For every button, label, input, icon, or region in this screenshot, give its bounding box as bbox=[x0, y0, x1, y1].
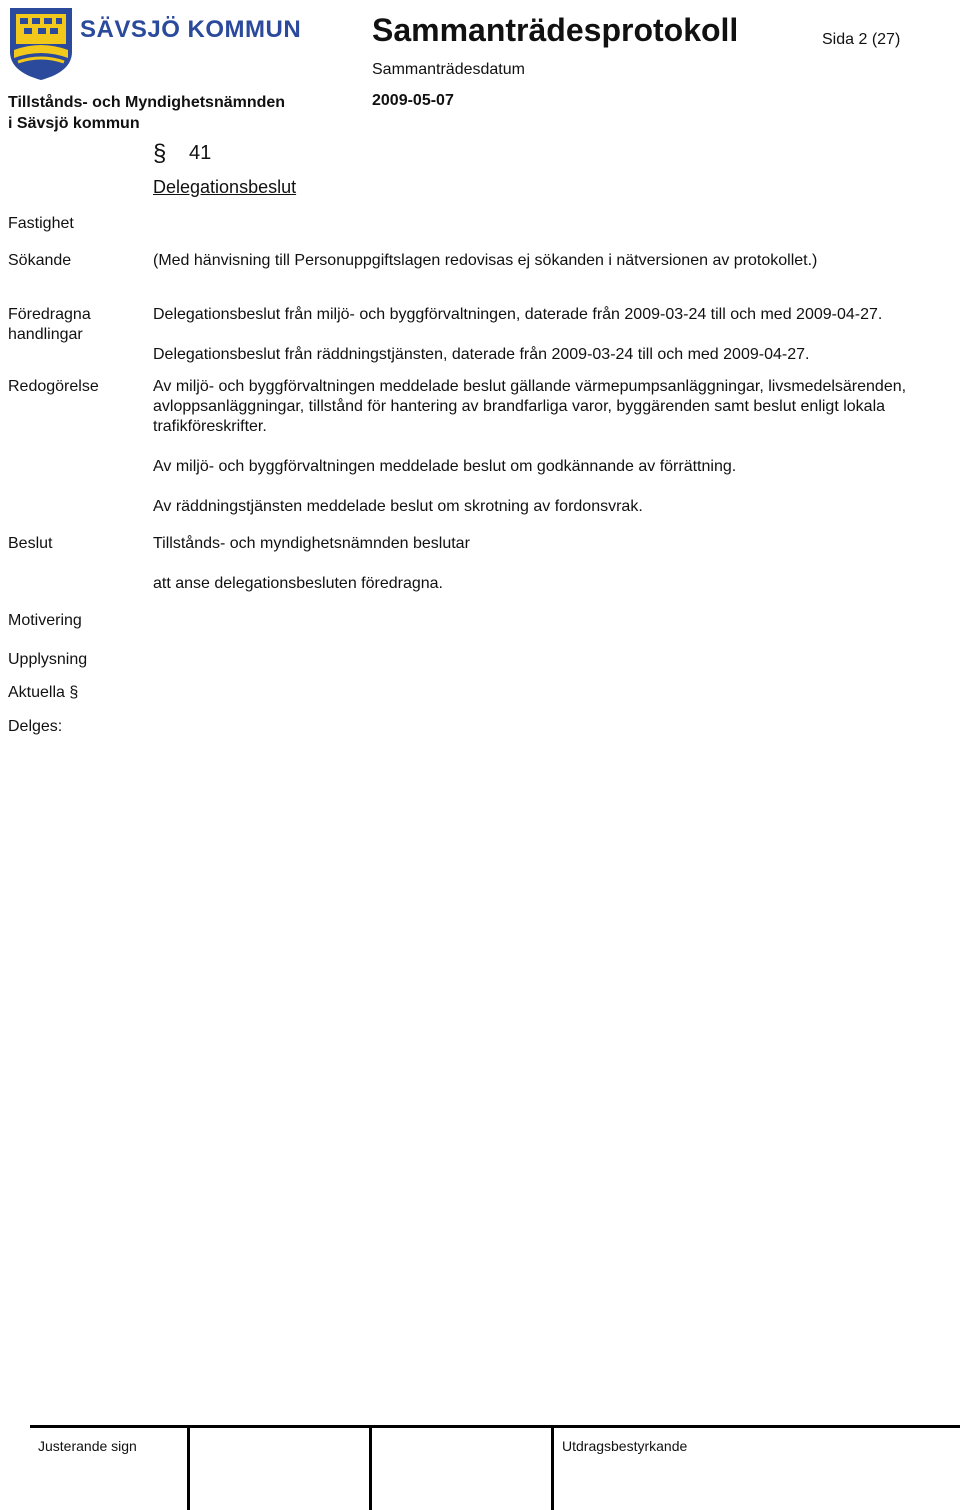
handlingar-text-1: Delegationsbeslut från miljö- och byggförvaltningen, daterade från 2009-03-24 till och med 2009-04-27. bbox=[153, 306, 883, 323]
meeting-date: 2009-05-07 bbox=[372, 92, 454, 109]
label-fastighet: Fastighet bbox=[8, 215, 74, 232]
label-motivering: Motivering bbox=[8, 612, 82, 629]
section-sign: § bbox=[153, 140, 167, 167]
label-redogorelse: Redogörelse bbox=[8, 378, 99, 395]
municipality-name: SÄVSJÖ KOMMUN bbox=[80, 16, 302, 43]
beslut-text-1: Tillstånds- och myndighetsnämnden beslutar bbox=[153, 535, 470, 552]
signature-cell-2 bbox=[190, 1428, 372, 1510]
label-sokande: Sökande bbox=[8, 252, 72, 269]
signature-cell-3 bbox=[372, 1428, 554, 1510]
board-name-line-2: i Sävsjö kommun bbox=[8, 115, 140, 132]
meeting-date-label: Sammanträdesdatum bbox=[372, 61, 525, 78]
document-title: Sammanträdesprotokoll bbox=[372, 12, 739, 48]
label-beslut: Beslut bbox=[8, 535, 53, 552]
label-foredragna-handlingar: Föredragna handlingar bbox=[8, 306, 91, 343]
label-aktuella-paragrafer: Aktuella § bbox=[8, 684, 79, 701]
paragraph-subject: Delegationsbeslut bbox=[153, 177, 297, 197]
signature-cell-1 bbox=[30, 1428, 190, 1510]
board-name-line-1: Tillstånds- och Myndighetsnämnden bbox=[8, 94, 286, 111]
sokande-text: (Med hänvisning till Personuppgiftslagen redovisas ej sökanden i nätversionen av protokollet.) bbox=[153, 252, 818, 269]
paragraph-number: 41 bbox=[189, 142, 212, 164]
justerande-sign-label: Justerande sign bbox=[38, 1438, 137, 1454]
beslut-text-2: att anse delegationsbesluten föredragna. bbox=[153, 575, 443, 592]
municipality-crest-logo bbox=[8, 6, 74, 82]
label-upplysning: Upplysning bbox=[8, 651, 88, 668]
handlingar-text-2: Delegationsbeslut från räddningstjänsten, daterade från 2009-03-24 till och med 2009-04-27. bbox=[153, 346, 810, 363]
utdragsbestyrkande-label: Utdragsbestyrkande bbox=[562, 1438, 688, 1454]
redogorelse-text-1: Av miljö- och byggförvaltningen meddelade beslut gällande värmepumpsanläggningar, livsmedelsärenden, avloppsanläggningar, tillstånd för hantering av brandfarliga varor, byggärenden samt beslut enligt lokala trafikföreskrifter. bbox=[153, 378, 907, 435]
label-delges: Delges: bbox=[8, 718, 63, 735]
extract-cell bbox=[554, 1428, 960, 1510]
board-name bbox=[8, 92, 285, 134]
redogorelse-text-3: Av räddningstjänsten meddelade beslut om skrotning av fordonsvrak. bbox=[153, 498, 643, 515]
redogorelse-text-2: Av miljö- och byggförvaltningen meddelade beslut om godkännande av förrättning. bbox=[153, 458, 737, 475]
signature-footer bbox=[30, 1425, 960, 1507]
page-number: Sida 2 (27) bbox=[822, 31, 901, 48]
